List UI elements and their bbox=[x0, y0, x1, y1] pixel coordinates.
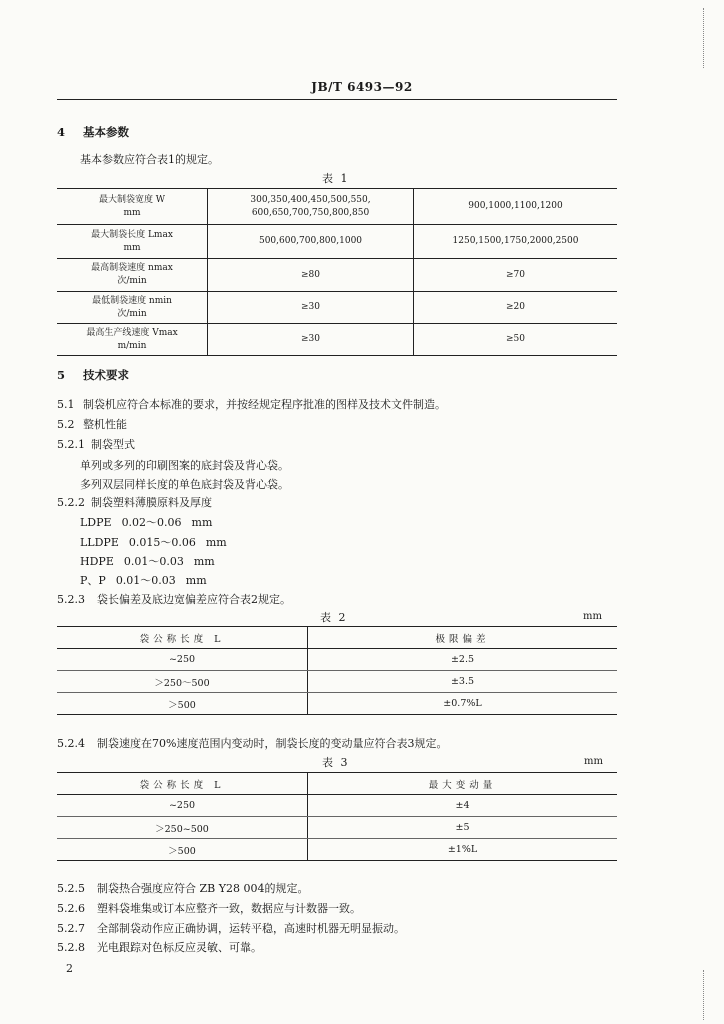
clause-5-2-2: 5.2.2 制袋塑料薄膜原料及厚度 bbox=[57, 496, 212, 509]
table-row bbox=[57, 189, 617, 225]
section-title: 技术要求 bbox=[83, 368, 130, 382]
table-row bbox=[57, 649, 617, 671]
scan-margin-mark bbox=[703, 8, 704, 68]
clause-5-2-5: 5.2.5 制袋热合强度应符合 ZB Y28 004的规定。 bbox=[57, 882, 309, 895]
clause-5-2-7: 5.2.7 全部制袋动作应正确协调，运转平稳，高速时机器无明显振动。 bbox=[57, 922, 405, 935]
table-cell: ＞250～500 bbox=[57, 671, 308, 693]
section-4-heading bbox=[57, 124, 129, 140]
column-header: 袋公称长度 L bbox=[57, 773, 308, 795]
clause-5-2-8: 5.2.8 光电跟踪对色标反应灵敏、可靠。 bbox=[57, 941, 262, 954]
scan-margin-mark bbox=[703, 970, 704, 1020]
page-number: 2 bbox=[66, 962, 73, 975]
table-row bbox=[57, 225, 617, 259]
table-header-row bbox=[57, 627, 617, 649]
table-cell: ＞500 bbox=[57, 693, 308, 715]
section-title: 基本参数 bbox=[83, 125, 130, 139]
table-header-row bbox=[57, 773, 617, 795]
material-line: LLDPE 0.015～0.06 mm bbox=[80, 536, 227, 549]
table-cell: ±4 bbox=[308, 795, 618, 817]
material-line: P、P 0.01～0.03 mm bbox=[80, 574, 207, 587]
table-cell: ≥80 bbox=[208, 259, 414, 292]
table-cell: ≥20 bbox=[414, 292, 618, 324]
clause-5-2-1: 5.2.1 制袋型式 bbox=[57, 438, 135, 451]
table-row bbox=[57, 795, 617, 817]
table-cell: ~250 bbox=[57, 649, 308, 671]
table-cell: 1250,1500,1750,2000,2500 bbox=[414, 225, 618, 259]
column-header: 袋公称长度 L bbox=[57, 627, 308, 649]
table-cell: ≥70 bbox=[414, 259, 618, 292]
table-1 bbox=[57, 188, 617, 356]
clause-5-2-6: 5.2.6 塑料袋堆集或订本应整齐一致，数据应与计数器一致。 bbox=[57, 902, 361, 915]
table-cell: ＞500 bbox=[57, 839, 308, 861]
table-cell: ~250 bbox=[57, 795, 308, 817]
column-header: 极限偏差 bbox=[308, 627, 618, 649]
clause-text: 单列或多列的印刷图案的底封袋及背心袋。 bbox=[80, 459, 289, 472]
header-rule bbox=[57, 99, 617, 100]
clause-5-2-3: 5.2.3 袋长偏差及底边宽偏差应符合表2规定。 bbox=[57, 593, 291, 606]
table-2-caption: 表 2 bbox=[320, 611, 348, 624]
table-cell: ≥50 bbox=[414, 324, 618, 356]
table-3-caption: 表 3 bbox=[322, 756, 350, 769]
table-cell: 900,1000,1100,1200 bbox=[414, 189, 618, 225]
document-header: JB/T 6493—92 bbox=[311, 80, 413, 94]
section-4-text: 基本参数应符合表1的规定。 bbox=[80, 153, 219, 166]
table-row bbox=[57, 292, 617, 324]
table-row bbox=[57, 324, 617, 356]
table-row bbox=[57, 817, 617, 839]
section-number: 4 bbox=[57, 125, 66, 139]
table-3-unit: mm bbox=[584, 756, 603, 767]
table-cell: 最高制袋速度 nmax 次/min bbox=[57, 259, 208, 292]
material-line: LDPE 0.02～0.06 mm bbox=[80, 516, 213, 529]
section-number: 5 bbox=[57, 368, 66, 382]
table-cell: ＞250~500 bbox=[57, 817, 308, 839]
table-cell: 最大制袋长度 Lmax mm bbox=[57, 225, 208, 259]
table-cell: 最大制袋宽度 W mm bbox=[57, 189, 208, 225]
table-cell: ±0.7%L bbox=[308, 693, 618, 715]
table-cell: ±2.5 bbox=[308, 649, 618, 671]
table-row bbox=[57, 839, 617, 861]
column-header: 最大变动量 bbox=[308, 773, 618, 795]
table-2-unit: mm bbox=[583, 611, 602, 622]
clause-5-2-4: 5.2.4 制袋速度在70%速度范围内变动时，制袋长度的变动量应符合表3规定。 bbox=[57, 737, 448, 750]
table-row bbox=[57, 671, 617, 693]
table-cell: 最高生产线速度 Vmax m/min bbox=[57, 324, 208, 356]
table-row bbox=[57, 259, 617, 292]
table-2 bbox=[57, 626, 617, 715]
table-cell: ≥30 bbox=[208, 324, 414, 356]
table-cell: ±5 bbox=[308, 817, 618, 839]
clause-5-2: 5.2 整机性能 bbox=[57, 418, 127, 431]
table-cell: ±1%L bbox=[308, 839, 618, 861]
table-cell: ≥30 bbox=[208, 292, 414, 324]
table-cell: 500,600,700,800,1000 bbox=[208, 225, 414, 259]
section-5-heading bbox=[57, 367, 129, 383]
clause-5-1: 5.1 制袋机应符合本标准的要求，并按经规定程序批准的图样及技术文件制造。 bbox=[57, 398, 446, 411]
table-1-caption: 表 1 bbox=[322, 172, 350, 185]
table-cell: 最低制袋速度 nmin 次/min bbox=[57, 292, 208, 324]
table-3 bbox=[57, 772, 617, 861]
material-line: HDPE 0.01～0.03 mm bbox=[80, 555, 215, 568]
table-cell: 300,350,400,450,500,550, 600,650,700,750,800,850 bbox=[208, 189, 414, 225]
clause-text: 多列双层同样长度的单色底封袋及背心袋。 bbox=[80, 478, 289, 491]
table-row bbox=[57, 693, 617, 715]
table-cell: ±3.5 bbox=[308, 671, 618, 693]
